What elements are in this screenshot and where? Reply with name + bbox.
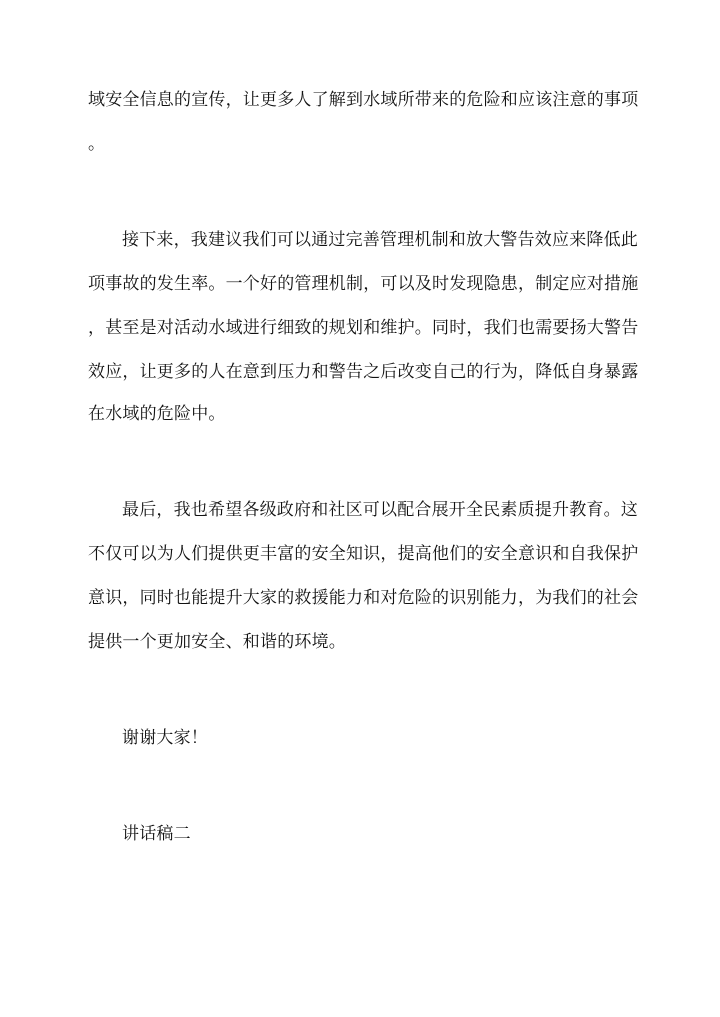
para-management-line-2: 项事故的发生率。一个好的管理机制，可以及时发现隐患，制定应对措施 xyxy=(88,274,639,294)
next-speech-heading: 讲话稿二 xyxy=(122,824,191,844)
para-education-line-3: 意识，同时也能提升大家的救援能力和对危险的识别能力，为我们的社会 xyxy=(88,588,639,608)
para-intro-line-1: 域安全信息的宣传，让更多人了解到水域所带来的危险和应该注意的事项 xyxy=(88,90,639,110)
para-management-line-1: 接下来，我建议我们可以通过完善管理机制和放大警告效应来降低此 xyxy=(122,230,638,250)
para-education-line-1: 最后，我也希望各级政府和社区可以配合展开全民素质提升教育。这 xyxy=(122,500,638,520)
para-intro-line-2: 。 xyxy=(88,134,106,154)
para-education-line-2: 不仅可以为人们提供更丰富的安全知识，提高他们的安全意识和自我保护 xyxy=(88,544,639,564)
closing-line: 谢谢大家！ xyxy=(122,728,208,748)
para-management-line-4: 效应，让更多的人在意到压力和警告之后改变自己的行为，降低自身暴露 xyxy=(88,362,639,382)
para-education-line-4: 提供一个更加安全、和谐的环境。 xyxy=(88,632,346,652)
para-management-line-3: ，甚至是对活动水域进行细致的规划和维护。同时，我们也需要扬大警告 xyxy=(88,318,639,338)
para-management-line-5: 在水域的危险中。 xyxy=(88,404,226,424)
